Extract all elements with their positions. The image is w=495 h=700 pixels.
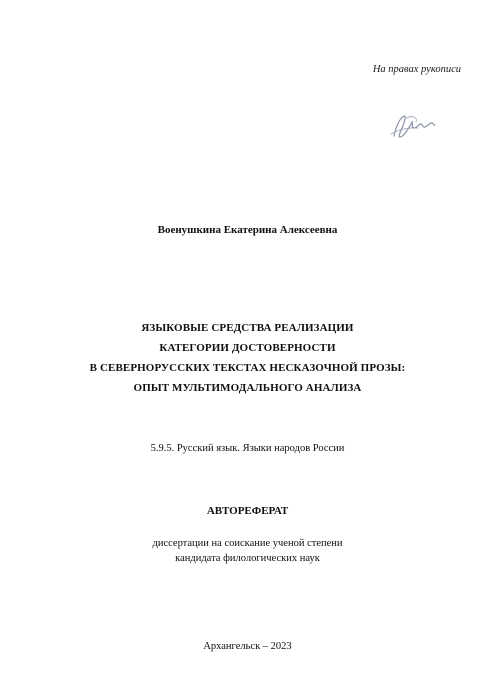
- purpose-line: диссертации на соискание ученой степени: [152, 538, 343, 549]
- dissertation-title: [0, 318, 495, 398]
- document-type: АВТОРЕФЕРАТ: [206, 505, 289, 517]
- rights-note: На правах рукописи: [372, 64, 461, 75]
- degree-purpose: [0, 536, 495, 566]
- place-and-year: Архангельск – 2023: [203, 641, 292, 652]
- title-line: ОПЫТ МУЛЬТИМОДАЛЬНОГО АНАЛИЗА: [133, 382, 362, 394]
- purpose-line: кандидата филологических наук: [175, 553, 320, 564]
- title-line: ЯЗЫКОВЫЕ СРЕДСТВА РЕАЛИЗАЦИИ: [141, 322, 354, 334]
- specialty-code: 5.9.5. Русский язык. Языки народов России: [150, 443, 345, 454]
- author-name: Военушкина Екатерина Алексеевна: [157, 224, 338, 236]
- signature-icon: [388, 112, 440, 142]
- title-line: В СЕВЕРНОРУССКИХ ТЕКСТАХ НЕСКАЗОЧНОЙ ПРОЗЫ:: [89, 362, 406, 374]
- title-line: КАТЕГОРИИ ДОСТОВЕРНОСТИ: [159, 342, 336, 354]
